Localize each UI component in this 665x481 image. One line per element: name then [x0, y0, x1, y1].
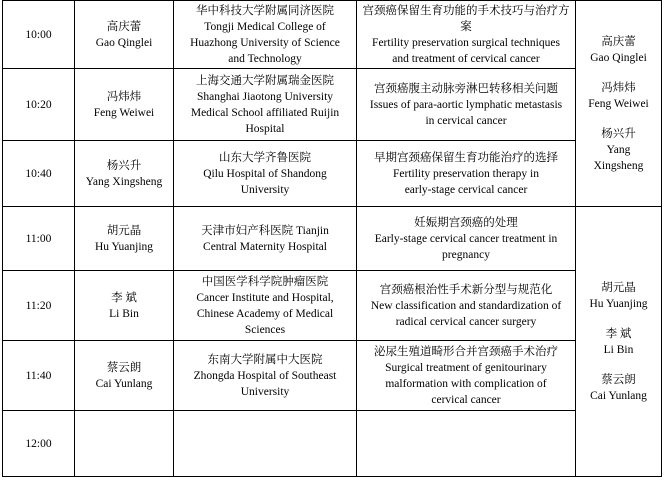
moderator-name-en: Feng Weiwei — [588, 97, 649, 110]
topic-line: pregnancy — [442, 248, 490, 261]
speaker-name-cn: 杨兴升 — [106, 159, 142, 172]
topic-line: cervical cancer — [431, 393, 501, 406]
topic-cell — [357, 69, 576, 141]
speaker-name-en: Hu Yuanjing — [94, 240, 154, 253]
moderator-name-en: Gao Qinglei — [590, 51, 647, 64]
speaker-name-cn: 蔡云朗 — [106, 361, 142, 374]
topic-line: Early-stage cervical cancer treatment in — [374, 232, 558, 245]
moderator-name-cn: 蔡云朗 — [601, 373, 636, 386]
topic-line: 早期宫颈癌保留生育功能治疗的选择 — [374, 151, 558, 164]
hospital-line: Tongji Medical College of — [204, 20, 326, 33]
table-row — [3, 207, 662, 271]
topic-line: radical cervical cancer surgery — [395, 315, 537, 328]
speaker-name-en: Gao Qinglei — [95, 36, 153, 49]
topic-cell — [357, 341, 576, 411]
table-row — [3, 141, 662, 207]
topic-line: Surgical treatment of genitourinary — [385, 361, 547, 374]
moderator-name-en: Yang — [606, 143, 631, 156]
hospital-line: 上海交通大学附属瑞金医院 — [196, 74, 334, 87]
speaker-name-cn: 冯炜炜 — [106, 90, 142, 103]
time-cell: 10:20 — [3, 69, 75, 141]
speaker-cell — [75, 411, 174, 477]
time-cell: 10:40 — [3, 141, 75, 207]
speaker-name-en: Cai Yunlang — [95, 377, 153, 390]
hospital-line: Shanghai Jiaotong University — [196, 90, 334, 103]
speaker-cell — [75, 207, 174, 271]
topic-line: 宫颈癌保留生育功能的手术技巧与治疗方 — [362, 4, 570, 17]
hospital-line: Central Maternity Hospital — [203, 240, 327, 253]
topic-line: malformation with complication of — [385, 377, 547, 390]
table-row — [3, 69, 662, 141]
topic-line: 妊娠期宫颈癌的处理 — [414, 216, 518, 229]
table-row — [3, 411, 662, 477]
hospital-line: University — [240, 385, 290, 398]
topic-line: New classification and standardization of — [370, 299, 562, 312]
speaker-name-en: Feng Weiwei — [93, 106, 155, 119]
hospital-line: 中国医学科学院肿瘤医院 — [201, 275, 329, 288]
topic-line: 宫颈癌腹主动脉旁淋巴转移相关问题 — [374, 82, 558, 95]
hospital-cell — [174, 271, 357, 341]
speaker-cell — [75, 141, 174, 207]
time-cell: 11:40 — [3, 341, 75, 411]
hospital-line: Medical School affiliated Ruijin — [190, 106, 340, 119]
time-cell: 11:00 — [3, 207, 75, 271]
hospital-line: Chinese Academy of Medical — [196, 307, 334, 320]
speaker-name-cn: 李 斌 — [111, 291, 137, 304]
topic-line: Fertility preservation therapy in — [393, 167, 539, 180]
hospital-line: Zhongda Hospital of Southeast — [193, 369, 337, 382]
topic-cell — [357, 141, 576, 207]
hospital-line: 华中科技大学附属同济医院 — [196, 4, 334, 17]
topic-line: in cervical cancer — [425, 114, 507, 127]
topic-line: 泌尿生殖道畸形合并宫颈癌手术治疗 — [374, 345, 558, 358]
topic-cell — [357, 271, 576, 341]
moderator-name-cn: 李 斌 — [605, 327, 632, 340]
speaker-cell — [75, 341, 174, 411]
topic-line: 宫颈癌根治性手术新分型与规范化 — [379, 283, 553, 296]
moderator-cell — [576, 207, 662, 477]
moderator-name-en: Xingsheng — [593, 159, 644, 172]
speaker-name-cn: 胡元晶 — [106, 224, 142, 237]
topic-cell — [357, 207, 576, 271]
hospital-line: 天津市妇产科医院 Tianjin — [201, 224, 329, 237]
hospital-line: Qilu Hospital of Shandong — [203, 167, 327, 180]
moderator-cell — [576, 1, 662, 207]
schedule-table — [2, 0, 662, 477]
hospital-cell — [174, 141, 357, 207]
moderator-name-en: Li Bin — [603, 343, 634, 356]
topic-line: and treatment of cervical cancer — [392, 52, 540, 65]
hospital-cell — [174, 411, 357, 477]
speaker-name-cn: 高庆蕾 — [106, 20, 142, 33]
topic-cell — [357, 1, 576, 69]
table-row — [3, 341, 662, 411]
time-cell: 10:00 — [3, 1, 75, 69]
topic-line: early-stage cervical cancer — [404, 183, 528, 196]
moderator-name-cn: 冯炜炜 — [601, 81, 636, 94]
time-cell: 12:00 — [3, 411, 75, 477]
speaker-name-en: Li Bin — [109, 307, 139, 320]
speaker-cell — [75, 69, 174, 141]
speaker-cell — [75, 271, 174, 341]
speaker-name-en: Yang Xingsheng — [85, 175, 163, 188]
hospital-cell — [174, 341, 357, 411]
hospital-line: Hospital — [245, 122, 285, 135]
hospital-line: Sciences — [244, 323, 286, 336]
moderator-name-en: Hu Yuanjing — [589, 297, 648, 310]
hospital-line: Huazhong University of Science — [190, 36, 340, 49]
moderator-name-cn: 高庆蕾 — [601, 35, 636, 48]
table-row — [3, 271, 662, 341]
topic-cell — [357, 411, 576, 477]
hospital-cell — [174, 1, 357, 69]
hospital-line: 山东大学齐鲁医院 — [219, 151, 311, 164]
topic-line: Issues of para-aortic lymphatic metastasis — [369, 98, 563, 111]
hospital-line: and Technology — [228, 52, 302, 65]
moderator-name-cn: 杨兴升 — [601, 127, 636, 140]
hospital-line: University — [240, 183, 290, 196]
hospital-line: Cancer Institute and Hospital, — [196, 291, 334, 304]
speaker-cell — [75, 1, 174, 69]
topic-line: 案 — [460, 20, 472, 33]
hospital-line: 东南大学附属中大医院 — [207, 353, 323, 366]
table-row — [3, 1, 662, 69]
moderator-name-en: Cai Yunlang — [590, 389, 647, 402]
hospital-cell — [174, 69, 357, 141]
hospital-cell — [174, 207, 357, 271]
time-cell: 11:20 — [3, 271, 75, 341]
moderator-name-cn: 胡元晶 — [601, 281, 636, 294]
topic-line: Fertility preservation surgical techniques — [372, 36, 560, 49]
